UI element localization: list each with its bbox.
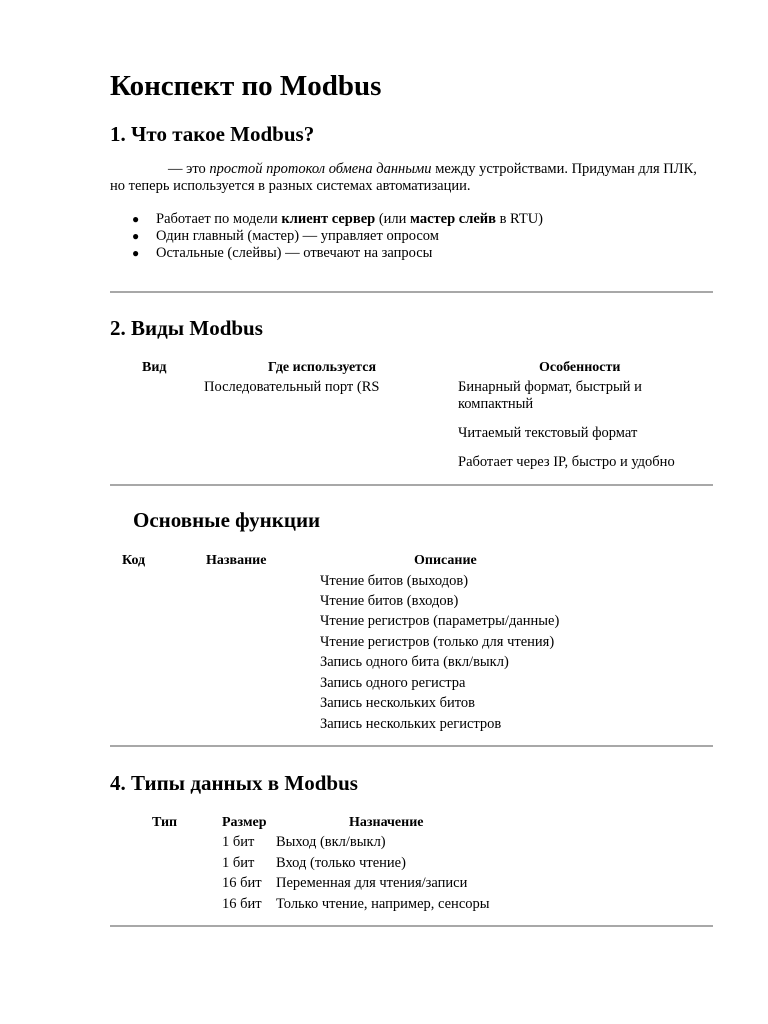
divider [110, 745, 713, 747]
column-header-features: Особенности [539, 360, 621, 375]
column-header-name: Название [206, 553, 267, 568]
table-cell-features: Читаемый текстовый формат [458, 425, 638, 441]
table-cell-description: Запись одного бита (вкл/выкл) [320, 654, 509, 670]
table-cell-description: Запись нескольких битов [320, 695, 475, 711]
bullet-list [110, 211, 543, 262]
intro-paragraph [110, 161, 710, 195]
bullet-icon: ● [132, 246, 140, 260]
table-cell-description: Чтение битов (выходов) [320, 573, 469, 589]
intro-italic: простой протокол обмена данными [209, 161, 432, 177]
section-heading-modbus-types: 2. Виды Modbus [110, 316, 263, 340]
table-cell-description: Чтение регистров (только для чтения) [320, 634, 555, 650]
table-cell-description: Запись нескольких регистров [320, 716, 502, 732]
column-header-vid: Вид [142, 360, 167, 375]
page-title: Конспект по Modbus [110, 70, 382, 102]
divider [110, 925, 713, 927]
intro-prefix: — это [168, 161, 210, 177]
column-header-type: Тип [152, 815, 178, 830]
table-cell-description: Чтение регистров (параметры/данные) [320, 613, 560, 629]
divider [110, 291, 713, 293]
table-cell-size: 16 бит [222, 896, 262, 912]
divider [110, 484, 713, 486]
intro-suffix: между устройствами. Придуман для ПЛК, но теперь используется в разных системах автоматизации. [110, 161, 697, 194]
table-cell-description: Запись одного регистра [320, 675, 466, 691]
table-cell-features: Работает через IP, быстро и удобно [458, 454, 675, 470]
section-heading-data-types: 4. Типы данных в Modbus [110, 771, 358, 795]
column-header-where: Где используется [268, 360, 377, 375]
section-heading-functions: Основные функции [133, 508, 321, 532]
bullet-icon: ● [132, 212, 140, 226]
table-cell-size: 1 бит [222, 834, 255, 850]
table-cell-purpose: Переменная для чтения/записи [276, 875, 468, 891]
table-cell-purpose: Выход (вкл/выкл) [276, 834, 386, 850]
bullet-icon: ● [132, 229, 140, 243]
list-item: ● Остальные (слейвы) — отвечают на запросы [132, 245, 433, 261]
table-cell-where: Последовательный порт (RS [204, 379, 380, 395]
list-item: ● Работает по модели клиент сервер (или мастер слейв в RTU) [132, 211, 544, 227]
table-cell-purpose: Только чтение, например, сенсоры [276, 896, 490, 912]
list-item: ● Один главный (мастер) — управляет опросом [132, 228, 439, 244]
table-cell-purpose: Вход (только чтение) [276, 855, 406, 871]
column-header-purpose: Назначение [349, 815, 424, 830]
table-cell-description: Чтение битов (входов) [320, 593, 459, 609]
column-header-description: Описание [414, 553, 477, 568]
table-cell-features: Бинарный формат, быстрый и компактный [458, 379, 642, 412]
table-cell-size: 16 бит [222, 875, 262, 891]
column-header-code: Код [122, 553, 146, 568]
column-header-size: Размер [222, 815, 267, 830]
section-heading-what-is-modbus: 1. Что такое Modbus? [110, 122, 315, 146]
table-cell-size: 1 бит [222, 855, 255, 871]
